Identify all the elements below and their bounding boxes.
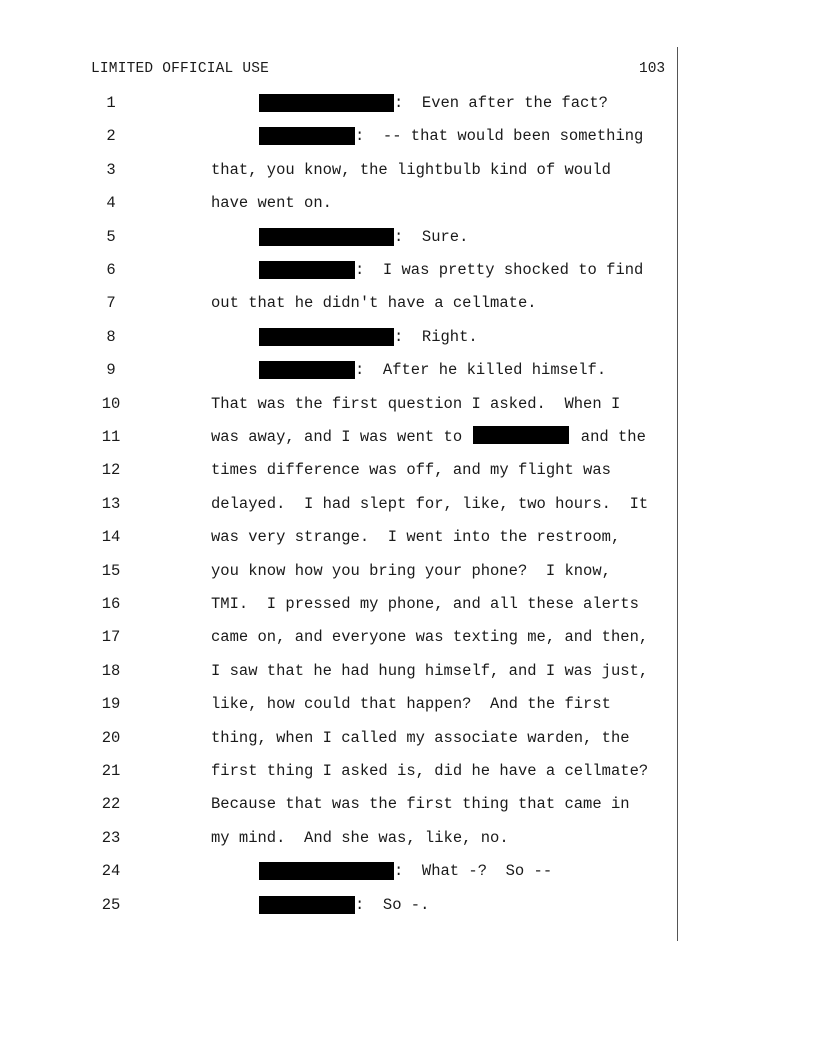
page-number: 103 bbox=[639, 61, 666, 77]
transcript-line bbox=[0, 726, 700, 750]
transcript-line bbox=[0, 859, 700, 883]
transcript-line bbox=[0, 258, 700, 282]
transcript-line bbox=[0, 425, 700, 449]
line-text: like, how could that happen? And the first bbox=[211, 695, 611, 714]
line-text: I saw that he had hung himself, and I was just, bbox=[211, 661, 649, 680]
line-number: 6 bbox=[106, 261, 116, 279]
line-text: have went on. bbox=[211, 194, 332, 213]
line-text: TMI. I pressed my phone, and all these alerts bbox=[211, 595, 639, 613]
speaker-text: : So -. bbox=[355, 895, 430, 914]
transcript-line bbox=[0, 158, 700, 182]
transcript-line bbox=[0, 225, 700, 249]
redaction-box bbox=[259, 228, 394, 246]
line-text: you know how you bring your phone? I know, bbox=[211, 561, 611, 580]
transcript-line bbox=[0, 592, 700, 616]
speaker-line bbox=[259, 893, 429, 917]
line-number: 15 bbox=[101, 561, 121, 580]
line-text: was very strange. I went into the restroom, bbox=[211, 528, 621, 547]
line-number: 25 bbox=[101, 895, 121, 914]
line-text: my mind. And she was, like, no. bbox=[211, 828, 509, 847]
line-number: 3 bbox=[106, 160, 116, 179]
line-text: out that he didn't have a cellmate. bbox=[211, 294, 537, 313]
speaker-text: : Sure. bbox=[394, 227, 469, 246]
line-text: delayed. I had slept for, like, two hours. It bbox=[211, 494, 649, 513]
transcript-line bbox=[0, 492, 700, 516]
redaction-box bbox=[259, 896, 355, 914]
redaction-box bbox=[259, 862, 394, 880]
line-number: 23 bbox=[101, 828, 121, 847]
line-number: 20 bbox=[101, 728, 121, 747]
line-number: 4 bbox=[106, 194, 116, 213]
speaker-line bbox=[259, 124, 643, 148]
redaction-box bbox=[259, 261, 355, 279]
line-number: 1 bbox=[106, 94, 116, 112]
speaker-line bbox=[259, 358, 606, 382]
transcript-line bbox=[0, 358, 700, 382]
speaker-text: : What -? So -- bbox=[394, 862, 553, 881]
redaction-box bbox=[259, 94, 394, 112]
line-text-before: was away, and I was went to bbox=[211, 428, 463, 446]
speaker-text: : I was pretty shocked to find bbox=[355, 261, 644, 279]
redaction-box bbox=[259, 361, 355, 379]
transcript-line bbox=[0, 191, 700, 215]
line-number: 10 bbox=[101, 394, 121, 413]
transcript-line bbox=[0, 659, 700, 683]
line-number: 16 bbox=[101, 595, 121, 613]
line-number: 24 bbox=[101, 862, 121, 881]
line-text: came on, and everyone was texting me, and then, bbox=[211, 628, 649, 647]
line-number: 17 bbox=[101, 628, 121, 647]
speaker-line bbox=[259, 859, 552, 883]
speaker-line bbox=[259, 225, 468, 249]
transcript-line bbox=[0, 559, 700, 583]
speaker-text: : After he killed himself. bbox=[355, 361, 607, 380]
line-number: 12 bbox=[101, 461, 121, 480]
redaction-box bbox=[259, 328, 394, 346]
speaker-text: : -- that would been something bbox=[355, 127, 644, 146]
line-number: 18 bbox=[101, 661, 121, 680]
line-number: 9 bbox=[106, 361, 116, 380]
speaker-line bbox=[259, 325, 478, 349]
transcript-line bbox=[0, 458, 700, 482]
line-number: 11 bbox=[101, 428, 121, 446]
line-number: 8 bbox=[106, 327, 116, 346]
line-text: times difference was off, and my flight was bbox=[211, 461, 611, 480]
line-number: 5 bbox=[106, 227, 116, 246]
transcript-line bbox=[0, 792, 700, 816]
line-number: 7 bbox=[106, 294, 116, 313]
transcript-line bbox=[0, 826, 700, 850]
transcript-line bbox=[0, 893, 700, 917]
transcript-line bbox=[0, 525, 700, 549]
transcript-line bbox=[0, 692, 700, 716]
speaker-line bbox=[259, 91, 608, 115]
speaker-text: : Even after the fact? bbox=[394, 94, 608, 112]
speaker-line bbox=[259, 258, 643, 282]
transcript-line bbox=[0, 124, 700, 148]
line-text: first thing I asked is, did he have a cellmate? bbox=[211, 762, 649, 780]
line-text-after: and the bbox=[580, 428, 646, 446]
transcript-line bbox=[0, 91, 700, 115]
transcript-line bbox=[0, 392, 700, 416]
transcript-line bbox=[0, 759, 700, 783]
line-text: Because that was the first thing that came in bbox=[211, 795, 630, 814]
line-number: 14 bbox=[101, 528, 121, 547]
line-text: That was the first question I asked. When I bbox=[211, 394, 621, 413]
line-number: 19 bbox=[101, 695, 121, 714]
line-text bbox=[211, 425, 646, 449]
header-marking: LIMITED OFFICIAL USE bbox=[91, 61, 270, 77]
redaction-box bbox=[473, 426, 569, 444]
speaker-text: : Right. bbox=[394, 327, 478, 346]
line-number: 22 bbox=[101, 795, 121, 814]
transcript-line bbox=[0, 625, 700, 649]
line-number: 21 bbox=[101, 762, 121, 780]
transcript-line bbox=[0, 325, 700, 349]
line-text: thing, when I called my associate warden, the bbox=[211, 728, 630, 747]
redaction-box bbox=[259, 127, 355, 145]
line-number: 2 bbox=[106, 127, 116, 146]
line-text: that, you know, the lightbulb kind of would bbox=[211, 160, 611, 179]
line-number: 13 bbox=[101, 494, 121, 513]
transcript-line bbox=[0, 291, 700, 315]
